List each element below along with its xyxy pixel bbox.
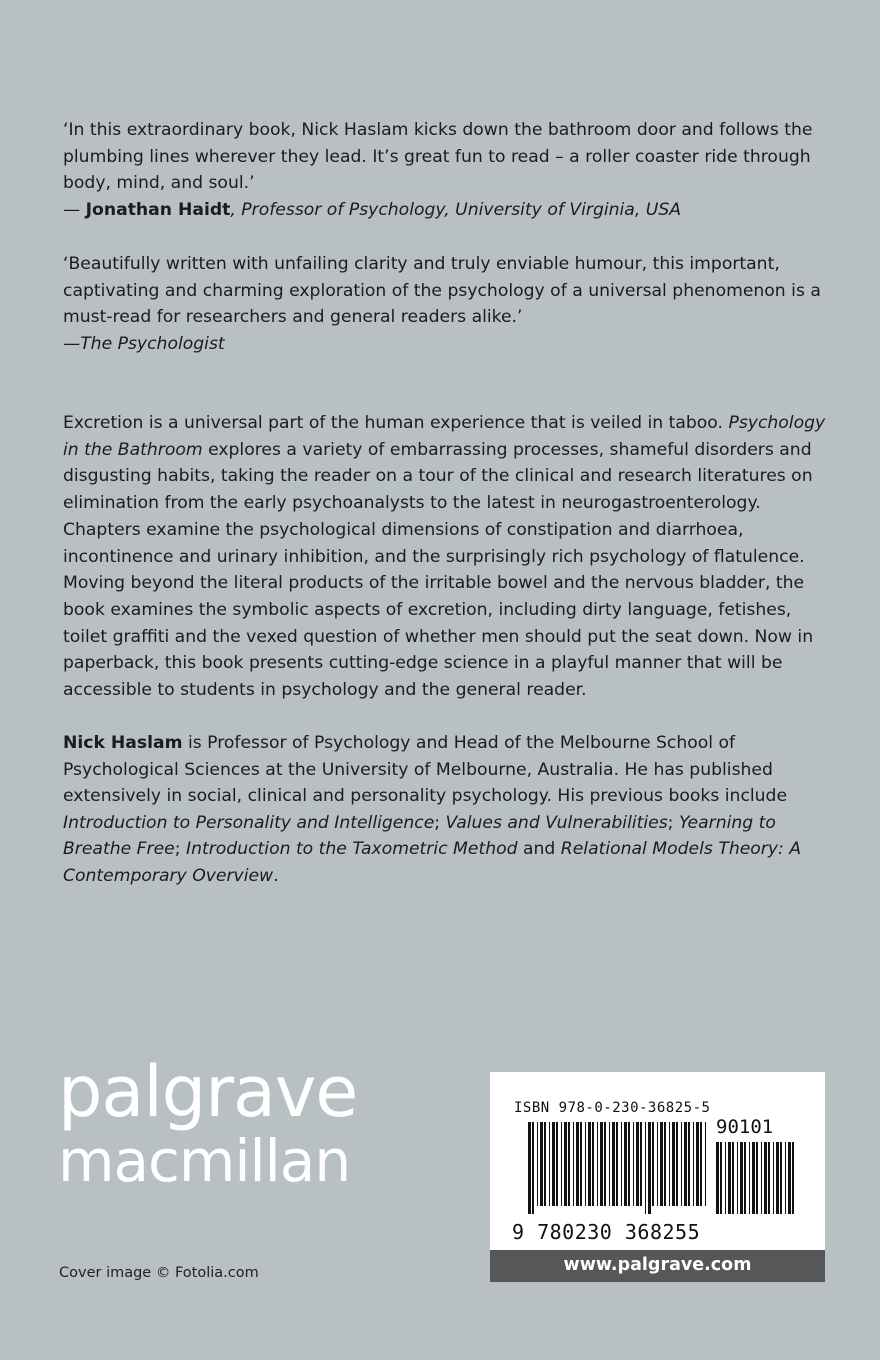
author-bio	[63, 730, 833, 889]
barcode-bar	[725, 1142, 726, 1214]
barcode-bar	[588, 1122, 591, 1206]
barcode-bar	[645, 1122, 646, 1214]
barcode-bar	[688, 1122, 690, 1206]
quote-dash: —	[63, 199, 86, 220]
quote-affiliation: , Professor of Psychology, University of Virginia, USA	[230, 199, 682, 220]
book-ref: Introduction to the Taxometric Method	[186, 839, 518, 859]
barcode-bar	[749, 1142, 750, 1214]
barcode-bar	[773, 1142, 774, 1214]
barcode-bar	[568, 1122, 570, 1206]
quote-author: Jonathan Haidt	[85, 199, 231, 220]
ean-number: 9 780230 368255	[512, 1220, 701, 1244]
separator: ;	[174, 839, 187, 859]
book-description	[63, 410, 833, 704]
barcode-bar	[693, 1122, 694, 1206]
barcode-bar	[616, 1122, 618, 1206]
barcode-bar	[528, 1122, 531, 1214]
separator: .	[273, 865, 279, 886]
barcode-bar	[624, 1122, 627, 1206]
barcode-bar	[764, 1142, 767, 1214]
barcode-bar	[768, 1142, 770, 1214]
author-name: Nick Haslam	[63, 733, 183, 753]
book-ref: Yearning to Breathe Free	[63, 812, 776, 859]
barcode-bar	[676, 1122, 678, 1206]
barcode-bar	[732, 1142, 734, 1214]
barcode-bar	[669, 1122, 670, 1206]
endorsement-haidt	[63, 117, 833, 223]
barcode-bar	[585, 1122, 586, 1206]
barcode-bar	[652, 1122, 654, 1206]
barcode-bar	[785, 1142, 786, 1214]
separator: and	[517, 839, 561, 859]
barcode-bar	[780, 1142, 782, 1214]
book-ref: Introduction to Personality and Intelligence	[63, 812, 435, 833]
cover-image-credit: Cover image © Fotolia.com	[59, 1265, 259, 1281]
barcode-bar	[740, 1142, 743, 1214]
barcode-bar	[660, 1122, 663, 1206]
barcode-bar	[681, 1122, 682, 1206]
publisher-logo-line1: palgrave	[58, 1051, 358, 1133]
barcode-bar	[700, 1122, 702, 1206]
barcode-bar	[792, 1142, 794, 1214]
barcode-bar	[633, 1122, 634, 1206]
barcode-bar	[788, 1142, 791, 1214]
publisher-logo-line2: macmillan	[58, 1127, 351, 1195]
barcode-bar	[636, 1122, 639, 1206]
barcode-bar	[540, 1122, 543, 1206]
barcode-bar	[604, 1122, 606, 1206]
description-body: explores a variety of embarrassing processes, shameful disorders and disgusting habits, taking the reader on a tour of the clinical and research literatures on elimination from the early psychoanalysts to the latest in neurogastroenterology. Chapters examine the psychological dimensions of constipation and diarrhoea, incontinence and urinary inhibition, and the surprisingly rich psychology of flatulence. Moving beyond the literal products of the irritable bowel and the nervous bladder, the book examines the symbolic aspects of excretion, including dirty language, fetishes, toilet graffiti and the vexed question of whether men should put the seat down. Now in paperback, this book presents cutting-edge science in a playful manner that will be accessible to students in psychology and the general reader.	[63, 439, 814, 701]
book-ref: Values and Vulnerabilities	[445, 812, 668, 833]
barcode-bar	[761, 1142, 762, 1214]
barcode-bar	[549, 1122, 550, 1206]
barcode-bar	[756, 1142, 758, 1214]
barcode-bar	[705, 1122, 706, 1206]
barcode-bar	[597, 1122, 598, 1206]
barcode-bar	[744, 1142, 746, 1214]
barcode-bar	[648, 1122, 651, 1214]
barcode-bar	[672, 1122, 675, 1206]
barcode-bar	[716, 1142, 719, 1214]
barcode-bar	[621, 1122, 622, 1206]
barcode-bar	[544, 1122, 546, 1206]
book-title: Psychology in the Bathroom	[63, 413, 826, 460]
barcode-bar	[573, 1122, 574, 1206]
isbn-barcode	[490, 1072, 825, 1250]
quote-attribution: —The Psychologist	[63, 333, 225, 354]
website-link[interactable]: www.palgrave.com	[490, 1250, 825, 1282]
barcode-bar	[561, 1122, 562, 1206]
addon-barcode-bars	[716, 1142, 798, 1217]
barcode-bar	[556, 1122, 558, 1206]
barcode-bar	[612, 1122, 615, 1206]
isbn-text: ISBN 978-0-230-36825-5	[514, 1100, 711, 1116]
book-ref: Relational Models Theory: A Contemporary Overview	[63, 839, 802, 886]
barcode-bar	[576, 1122, 579, 1206]
barcode-bar	[657, 1122, 658, 1206]
barcode-bar	[664, 1122, 666, 1206]
barcode-bar	[552, 1122, 555, 1206]
quote-text: ‘In this extraordinary book, Nick Haslam kicks down the bathroom door and follows the plumbing lines wherever they lead. It’s great fun to read – a roller coaster ride through body, mind, and soul.’	[63, 120, 813, 193]
barcode-bar	[776, 1142, 779, 1214]
bio-text: is Professor of Psychology and Head of the Melbourne School of Psychological Sciences at the University of Melbourne, Australia. He has published extensively in social, clinical and personality psychology. His previous books include	[63, 733, 788, 806]
separator: ;	[667, 812, 679, 833]
barcode-bar	[684, 1122, 687, 1206]
barcode-bar	[564, 1122, 567, 1206]
ean-barcode-bars	[528, 1122, 708, 1217]
barcode-bar	[592, 1122, 594, 1206]
price-addon-number: 90101	[716, 1116, 774, 1138]
barcode-bar	[737, 1142, 738, 1214]
separator: ;	[434, 812, 446, 833]
barcode-bar	[628, 1122, 630, 1206]
quote-text: ‘Beautifully written with unfailing clarity and truly enviable humour, this important, captivating and charming exploration of the psychology of a universal phenomenon is a must-read for researchers and general readers alike.’	[63, 254, 821, 327]
barcode-bar	[609, 1122, 610, 1206]
barcode-bar	[640, 1122, 642, 1206]
description-intro: Excretion is a universal part of the human experience that is veiled in taboo.	[63, 413, 729, 433]
endorsement-psychologist	[63, 251, 833, 357]
barcode-bar	[537, 1122, 538, 1206]
barcode-bar	[532, 1122, 534, 1214]
barcode-bar	[600, 1122, 603, 1206]
barcode-bar	[696, 1122, 699, 1206]
barcode-bar	[752, 1142, 755, 1214]
barcode-bar	[720, 1142, 722, 1214]
barcode-bar	[728, 1142, 731, 1214]
barcode-bar	[580, 1122, 582, 1206]
